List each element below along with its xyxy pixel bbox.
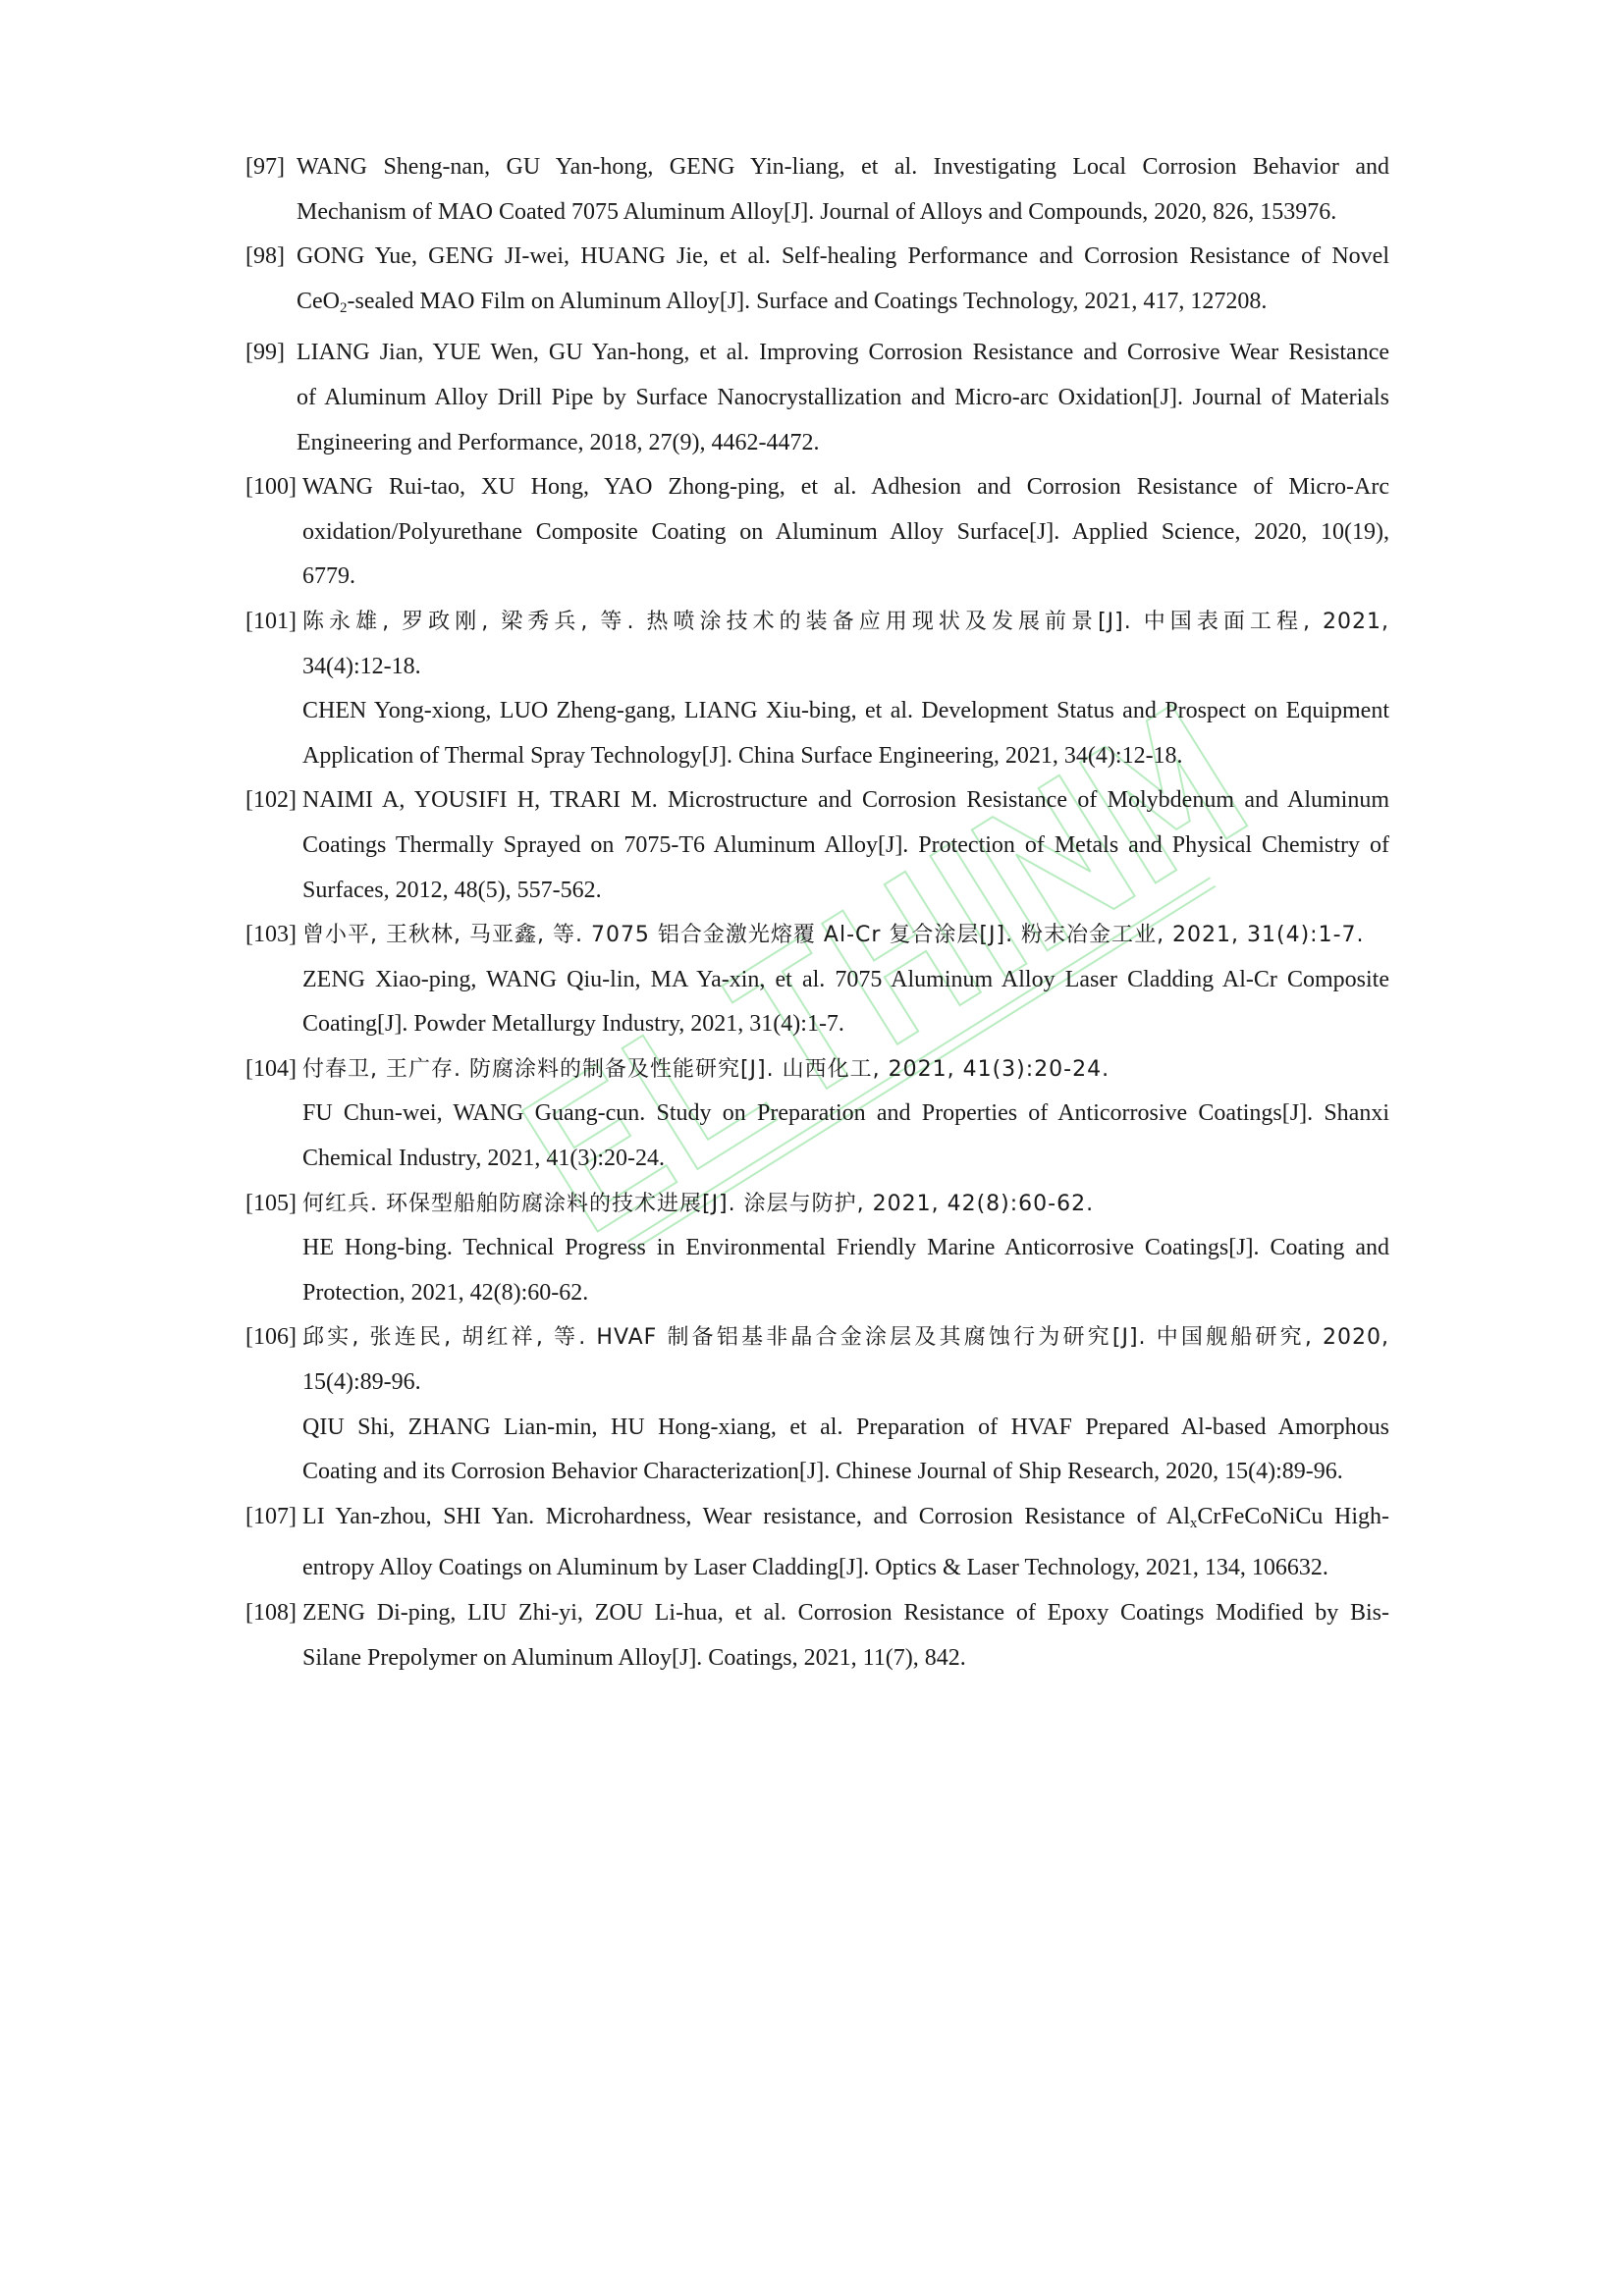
reference-number: [107] [245,1503,297,1529]
reference-line [302,1495,1389,1547]
reference-line: Surfaces, 2012, 48(5), 557-562. [302,877,602,903]
reference-text [297,331,1389,465]
reference-item [245,235,1389,331]
reference-line-translation: Application of Thermal Spray Technology[J]. China Surface Engineering, 2021, 34(4):12-18. [302,742,1183,769]
reference-line-chinese: 付春卫, 王广存. 防腐涂料的制备及性能研究[J]. 山西化工, 2021, 41(3):20-24. [302,1056,1110,1082]
reference-line: Coatings Thermally Sprayed on 7075-T6 Aluminum Alloy[J]. Protection of Metals and Physical Chemistry of [302,831,1389,858]
reference-item [245,1315,1389,1494]
reference-line-translation: QIU Shi, ZHANG Lian-min, HU Hong-xiang, et al. Preparation of HVAF Prepared Al-based Amorphous [302,1414,1389,1440]
reference-item [245,1182,1389,1316]
reference-line-translation: Chemical Industry, 2021, 41(3):20-24. [302,1146,666,1172]
reference-text [302,1591,1389,1681]
reference-number: [97] [245,154,285,180]
reference-text [302,465,1389,600]
reference-line: oxidation/Polyurethane Composite Coating on Aluminum Alloy Surface[J]. Applied Science, 2020, 10(19), [302,518,1389,545]
reference-text [302,913,1389,1047]
reference-line: 15(4):89-96. [302,1369,421,1396]
reference-line-rest: -sealed MAO Film on Aluminum Alloy[J]. Surface and Coatings Technology, 2021, 417, 127208. [347,288,1268,314]
reference-line: NAIMI A, YOUSIFI H, TRARI M. Microstructure and Corrosion Resistance of Molybdenum and Aluminum [302,787,1389,814]
reference-text [302,1182,1389,1316]
reference-number: [104] [245,1055,297,1082]
reference-line: 34(4):12-18. [302,653,421,679]
reference-line-translation: Coating[J]. Powder Metallurgy Industry, 2021, 31(4):1-7. [302,1011,844,1038]
reference-line-translation: CHEN Yong-xiong, LUO Zheng-gang, LIANG Xiu-bing, et al. Development Status and Prospect on Equipment [302,698,1389,724]
formula-text: CeO [297,288,340,314]
reference-line: WANG Sheng-nan, GU Yan-hong, GENG Yin-liang, et al. Investigating Local Corrosion Behavior and [297,154,1389,180]
reference-number: [106] [245,1324,297,1351]
reference-item [245,145,1389,235]
reference-line: Silane Prepolymer on Aluminum Alloy[J]. Coatings, 2021, 11(7), 842. [302,1644,966,1671]
reference-line: Mechanism of MAO Coated 7075 Aluminum Alloy[J]. Journal of Alloys and Compounds, 2020, 826, 153976. [297,198,1337,225]
reference-item [245,913,1389,1047]
reference-text [302,1315,1389,1494]
reference-line-translation: FU Chun-wei, WANG Guang-cun. Study on Preparation and Properties of Anticorrosive Coatings[J]. Shanxi [302,1100,1389,1127]
reference-line-rest: CrFeCoNiCu High- [1197,1503,1389,1529]
reference-number: [99] [245,340,285,366]
reference-line: LIANG Jian, YUE Wen, GU Yan-hong, et al. Improving Corrosion Resistance and Corrosive Wear Resistance [297,340,1389,366]
reference-line: Engineering and Performance, 2018, 27(9), 4462-4472. [297,429,820,455]
reference-number: [105] [245,1190,297,1216]
reference-item [245,1591,1389,1681]
reference-number: [98] [245,243,285,270]
reference-line-chinese: 陈永雄, 罗政刚, 梁秀兵, 等. 热喷涂技术的装备应用现状及发展前景[J]. 中国表面工程, 2021, [302,609,1389,634]
reference-text [302,1047,1389,1182]
reference-item [245,331,1389,465]
reference-text [302,600,1389,778]
reference-item [245,465,1389,600]
reference-line-translation: Coating and its Corrosion Behavior Characterization[J]. Chinese Journal of Ship Research, 2020, 15(4):89-96. [302,1459,1343,1485]
subscript: x [1189,1515,1198,1531]
reference-line-chinese: 何红兵. 环保型船舶防腐涂料的技术进展[J]. 涂层与防护, 2021, 42(8):60-62. [302,1191,1095,1216]
reference-item [245,1047,1389,1182]
reference-text [297,145,1389,235]
reference-line: WANG Rui-tao, XU Hong, YAO Zhong-ping, et al. Adhesion and Corrosion Resistance of Micro-Arc [302,474,1389,501]
reference-text [297,235,1389,331]
reference-line-translation: ZENG Xiao-ping, WANG Qiu-lin, MA Ya-xin, et al. 7075 Aluminum Alloy Laser Cladding Al-Cr Composite [302,966,1389,992]
reference-line-start: LI Yan-zhou, SHI Yan. Microhardness, Wear resistance, and Corrosion Resistance of Al [302,1503,1190,1529]
reference-line-translation: HE Hong-bing. Technical Progress in Environmental Friendly Marine Anticorrosive Coatings[J]. Coating and [302,1235,1389,1261]
reference-list [245,145,1389,1681]
reference-line: GONG Yue, GENG JI-wei, HUANG Jie, et al. Self-healing Performance and Corrosion Resistance of Novel [297,243,1389,270]
reference-number: [100] [245,474,297,501]
reference-line-chinese: 曾小平, 王秋林, 马亚鑫, 等. 7075 铝合金激光熔覆 Al-Cr 复合涂层[J]. 粉末冶金工业, 2021, 31(4):1-7. [302,923,1365,948]
reference-number: [103] [245,922,297,948]
reference-number: [101] [245,608,297,634]
reference-item [245,600,1389,778]
reference-number: [108] [245,1600,297,1626]
reference-line: of Aluminum Alloy Drill Pipe by Surface Nanocrystallization and Micro-arc Oxidation[J]. Journal of Materials [297,384,1389,410]
reference-item [245,1495,1389,1591]
reference-line: ZENG Di-ping, LIU Zhi-yi, ZOU Li-hua, et al. Corrosion Resistance of Epoxy Coatings Modified by Bis- [302,1600,1389,1626]
subscript: 2 [340,299,348,316]
reference-text [302,1495,1389,1591]
reference-number: [102] [245,787,297,814]
reference-line-chinese: 邱实, 张连民, 胡红祥, 等. HVAF 制备铝基非晶合金涂层及其腐蚀行为研究[J]. 中国舰船研究, 2020, [302,1325,1389,1351]
reference-text [302,778,1389,913]
reference-line-translation: Protection, 2021, 42(8):60-62. [302,1279,589,1306]
reference-line [297,280,1389,332]
reference-line: entropy Alloy Coatings on Aluminum by Laser Cladding[J]. Optics & Laser Technology, 2021, 134, 106632. [302,1555,1328,1581]
reference-line: 6779. [302,563,355,590]
reference-item [245,778,1389,913]
